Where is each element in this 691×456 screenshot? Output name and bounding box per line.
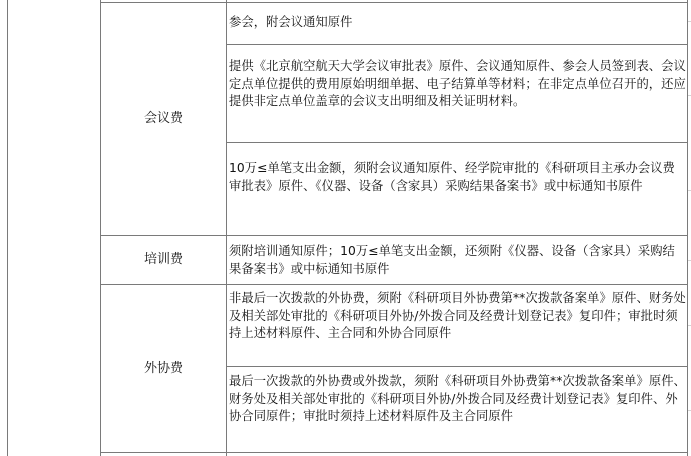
category-label: 会议费 [143,111,183,126]
table-border-category-right [226,0,227,456]
row-divider [226,142,688,143]
table-border-right [687,0,688,456]
requirement-cell: 须附培训通知原件；10万≤单笔支出金额，还须附《仪器、设备（含家具）采购结果备案书》或中标通知书原件 [229,244,675,276]
category-label: 培训费 [143,252,183,267]
row-divider [226,366,688,367]
requirement-cell: 参会，附会议通知原件 [229,15,353,29]
category-label: 外协费 [143,360,183,376]
requirement-cell: 最后一次拨款的外协费或外拨款，须附《科研项目外协费第**次拨款备案单》原件、财务处及相关部处审批的《科研项目外协/外拨合同及经费计划登记表》复印件、外协合同原件；审批时须持上述材料原件及主合同原件 [229,374,686,424]
requirement-cell: 提供《北京航空航天大学会议审批表》原件、会议通知原件、参会人员签到表、会议定点单位提供的费用原始明细单据、电子结算单等材料；在非定点单位召开的，还应提供非定点单位盖章的会议支出明细及相关证明材料。 [229,59,686,109]
table-border-left [7,0,8,456]
row-divider [100,452,688,453]
requirement-cell: 10万≤单笔支出金额，须附会议通知原件、经学院审批的《科研项目主承办会议费审批表》原件、《仪器、设备（含家具）采购结果备案书》或中标通知书原件 [229,161,675,193]
category-outsourcing-fee [101,285,226,452]
category-training-fee [101,236,226,284]
category-meeting-fee [101,3,226,235]
requirement-cell: 非最后一次拨款的外协费，须附《科研项目外协费第**次拨款备案单》原件、财务处及相关部处审批的《科研项目外协/外拨合同及经费计划登记表》复印件；审批时须持上述材料原件、主合同和外协合同原件 [229,291,686,341]
row-divider [226,44,688,45]
